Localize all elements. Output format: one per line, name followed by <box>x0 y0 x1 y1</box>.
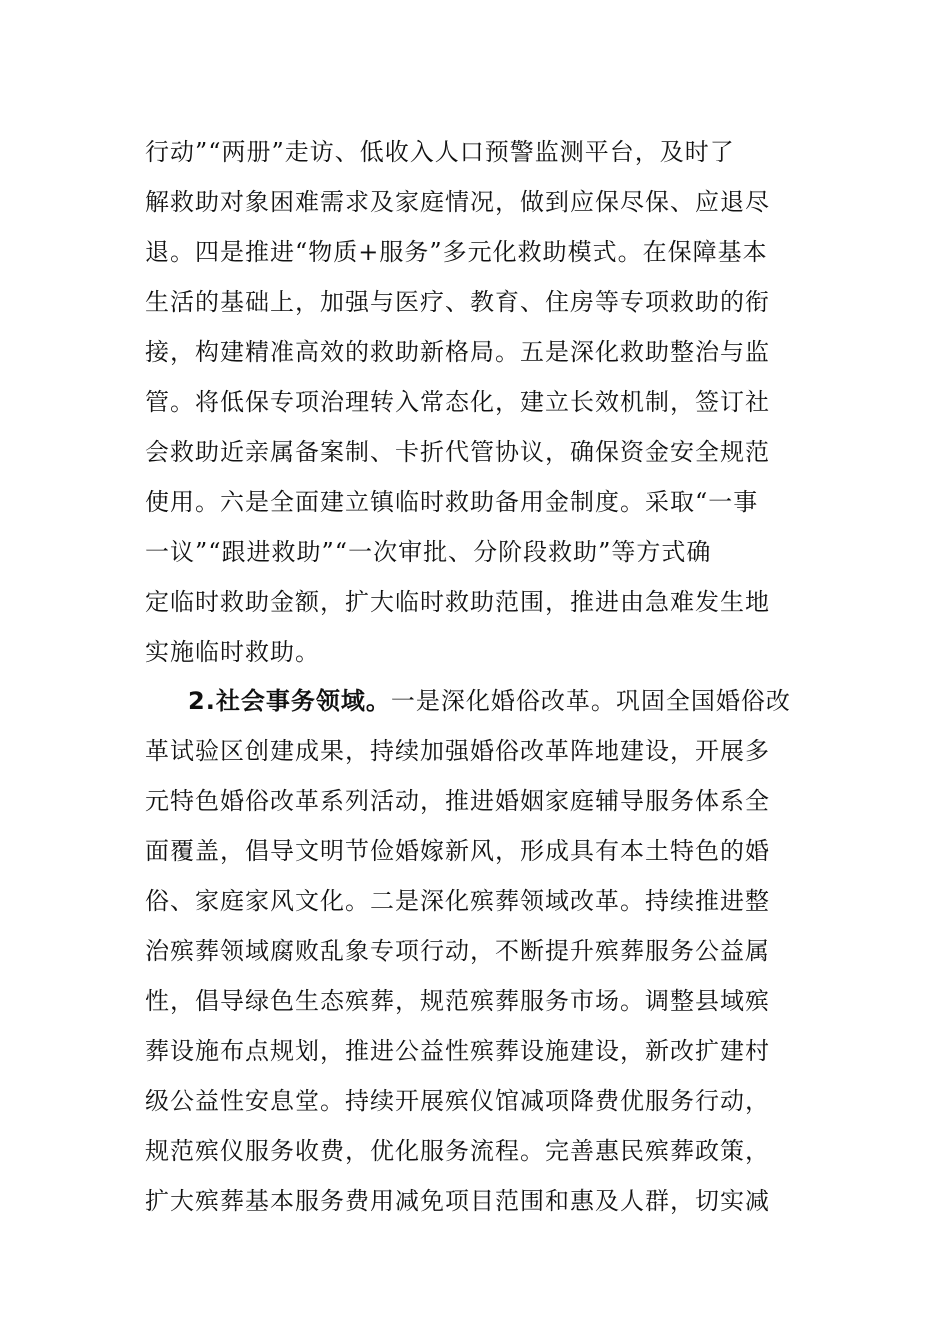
text-line: 面覆盖，倡导文明节俭婚嫁新风，形成具有本土特色的婚 <box>145 837 770 865</box>
text-line: 俗、家庭家风文化。二是深化殡葬领域改革。持续推进整 <box>145 887 770 915</box>
text-line: 管。将低保专项治理转入常态化，建立长效机制，签订社 <box>145 388 770 416</box>
text-line: 级公益性安息堂。持续开展殡仪馆减项降费优服务行动， <box>145 1087 770 1115</box>
paragraph-first-line <box>188 676 810 726</box>
text-line: 实施临时救助。 <box>145 638 320 666</box>
text-line: 元特色婚俗改革系列活动，推进婚姻家庭辅导服务体系全 <box>145 787 770 815</box>
text-line: 革试验区创建成果，持续加强婚俗改革阵地建设，开展多 <box>145 737 770 765</box>
text-line: 定临时救助金额，扩大临时救助范围，推进由急难发生地 <box>145 588 770 616</box>
text-line: 会救助近亲属备案制、卡折代管协议，确保资金安全规范 <box>145 438 770 466</box>
text-run: 一是深化婚俗改革。巩固全国婚俗改 <box>390 687 791 715</box>
text-line: 解救助对象困难需求及家庭情况，做到应保尽保、应退尽 <box>145 188 770 216</box>
text-line: 规范殡仪服务收费，优化服务流程。完善惠民殡葬政策， <box>145 1137 770 1165</box>
text-line: 治殡葬领域腐败乱象专项行动，不断提升殡葬服务公益属 <box>145 937 770 965</box>
text-line: 退。四是推进“物质+服务”多元化救助模式。在保障基本 <box>145 238 768 266</box>
section-heading: 2.社会事务领域。 <box>188 687 391 715</box>
text-line: 接，构建精准高效的救助新格局。五是深化救助整治与监 <box>145 338 770 366</box>
text-line: 一议”“跟进救助”“一次审批、分阶段救助”等方式确 <box>145 538 712 566</box>
text-line: 性，倡导绿色生态殡葬，规范殡葬服务市场。调整县域殡 <box>145 987 770 1015</box>
text-line: 葬设施布点规划，推进公益性殡葬设施建设，新改扩建村 <box>145 1037 770 1065</box>
text-line: 扩大殡葬基本服务费用减免项目范围和惠及人群，切实减 <box>145 1187 770 1215</box>
text-line: 生活的基础上，加强与医疗、教育、住房等专项救助的衔 <box>145 288 770 316</box>
text-line: 使用。六是全面建立镇临时救助备用金制度。采取“一事 <box>145 488 759 516</box>
text-line: 行动”“两册”走访、低收入人口预警监测平台，及时了 <box>145 138 735 166</box>
